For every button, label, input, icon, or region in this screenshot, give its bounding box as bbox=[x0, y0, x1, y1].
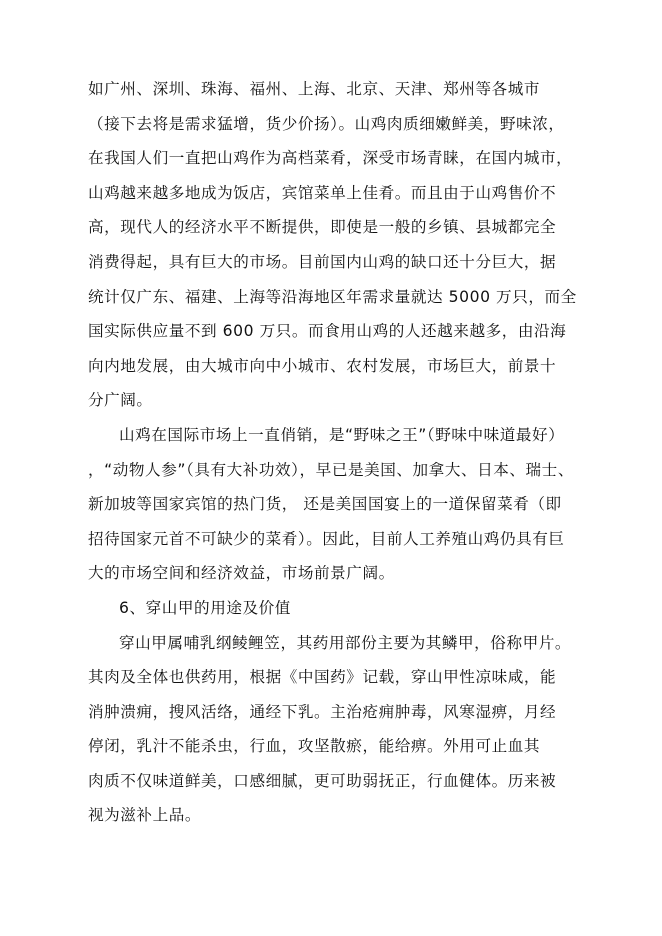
text-line: ，“动物人参”（具有大补功效），早已是美国、加拿大、日本、瑞士、 bbox=[88, 460, 574, 479]
text-line: 视为滋补上品。 bbox=[88, 806, 202, 825]
text-line: 统计仅广东、福建、上海等沿海地区年需求量就达 5000 万只，而全 bbox=[88, 287, 577, 306]
paragraph-start-line: 穿山甲属哺乳纲鲮鲤笠，其药用部份主要为其鳞甲，俗称甲片。 bbox=[119, 633, 572, 652]
text-line: 消费得起，具有巨大的市场。目前国内山鸡的缺口还十分巨大，据 bbox=[88, 252, 557, 271]
paragraph-start-line: 山鸡在国际市场上一直俏销，是“野味之王”（野味中味道最好） bbox=[119, 425, 565, 444]
text-line: 停闭，乳汁不能杀虫，行血，攻坚散瘀，能给痹。外用可止血其 bbox=[88, 737, 541, 756]
text-line: 消肿溃痈，搜风活络，通经下乳。主治疮痈肿毒，风寒湿痹，月经 bbox=[88, 702, 557, 721]
text-line: 大的市场空间和经济效益，市场前景广阔。 bbox=[88, 564, 395, 583]
section-heading: 6、穿山甲的用途及价值 bbox=[119, 598, 291, 617]
text-line: 高，现代人的经济水平不断提供，即使是一般的乡镇、县城都完全 bbox=[88, 218, 557, 237]
text-line: 分广阔。 bbox=[88, 391, 153, 410]
text-line: 山鸡越来越多地成为饭店，宾馆菜单上佳肴。而且由于山鸡售价不 bbox=[88, 183, 557, 202]
text-line: （接下去将是需求猛增，货少价扬）。山鸡肉质细嫩鲜美，野味浓， bbox=[88, 114, 565, 133]
text-line: 招待国家元首不可缺少的菜肴）。因此，目前人工养殖山鸡仍具有巨 bbox=[88, 529, 565, 548]
text-line: 向内地发展，由大城市向中小城市、农村发展，市场巨大，前景十 bbox=[88, 356, 557, 375]
body-text bbox=[88, 72, 608, 833]
text-line: 如广州、深圳、珠海、福州、上海、北京、天津、郑州等各城市 bbox=[88, 80, 541, 98]
text-line: 国实际供应量不到 600 万只。而食用山鸡的人还越来越多，由沿海 bbox=[88, 322, 567, 341]
text-line: 在我国人们一直把山鸡作为高档菜肴，深受市场青睐，在国内城市， bbox=[88, 149, 573, 168]
text-line: 新加坡等国家宾馆的热门货， 还是美国国宴上的一道保留菜肴（即 bbox=[88, 495, 562, 514]
text-line: 肉质不仅味道鲜美，口感细腻，更可助弱抚正，行血健体。历来被 bbox=[88, 771, 557, 790]
text-line: 其肉及全体也供药用，根据《中国药》记载，穿山甲性凉味咸，能 bbox=[88, 668, 557, 687]
